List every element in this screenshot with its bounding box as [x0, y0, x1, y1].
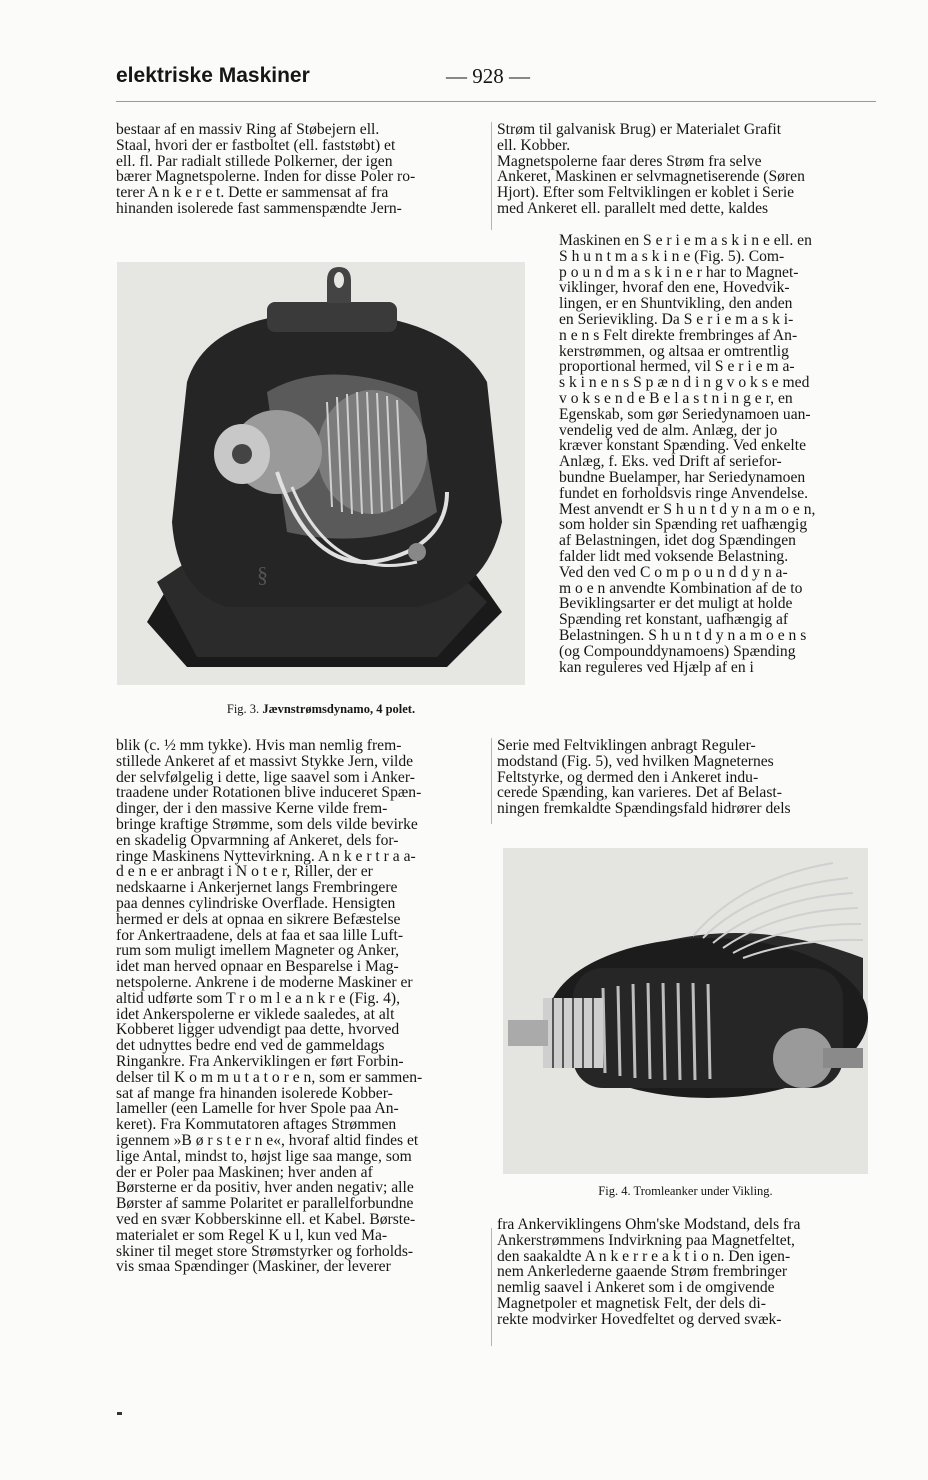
left-lower-paragraph: blik (c. ½ mm tykke). Hvis man nemlig frem- stillede Ankeret af et massivt Stykke Jern, vilde der selvfølgelig i dette, lige saavel som i Anker- traadene under Rotationen blive induceret Spæn- dinger, der i den massive Kerne vilde frem- bringe kraftige Strømme, som dels vilde bevirke en skadelig Opvarmning af Ankeret, dels for- ringe Maskinens Nyttevirkning. A n k e r t r a a- d e n e er anbragt i N o t e r, Riller, der er nedskaarne i Ankerjernet langs Frembringere paa dennes cylindriske Overflade. Hensigten hermed er dels at opnaa en sikrere Befæstelse for Ankertraadene, dels at faa et saa lille Luft- rum som muligt imellem Magneter og Anker, idet man herved opnaar en Besparelse i Mag- netspolerne. Ankrene i de moderne Maskiner er altid udførte som T r o m l e a n k r e (Fig. 4), idet Ankerspolerne er viklede saaledes, at alt Kobberet ligger udvendigt paa dette, hvorved det udnyttes bedre end ved de gammeldags Ringankre. Fra Ankerviklingen er ført Forbin- delser til K o m m u t a t o r e n, som er sammen- sat af mange fra hinanden isolerede Kobber- lameller (een Lamelle for hver Spole paa An- keret). Fra Kommutatoren aftages Strømmen igennem »B ø r s t e r n e«, hvoraf altid findes et lige Antal, mindst to, højst lige saa mange, som der er Poler paa Maskinen; hver anden af Børsterne er da positiv, hver anden negativ; alle Børster af samme Polaritet er parallelforbundne ved en svær Kobberskinne ell. et Kabel. Børste- materialet er som Regel K u l, kun ved Ma- skiner til meget store Strømstyrker og forholds- vis smaa Spændinger (Maskiner, der leverer [116, 737, 423, 1276]
figure-3-caption [117, 702, 525, 717]
right-bottom-paragraph: Serie med Feltviklingen anbragt Reguler- modstand (Fig. 5), ved hvilken Magneternes Feltstyrke, og dermed den i Ankeret indu- cerede Spænding, kan varieres. Det af Belast- ningen fremkaldte Spændingsfald hidrører dels [497, 737, 791, 818]
figure-3-title: Jævnstrømsdynamo, 4 polet. [262, 702, 416, 716]
figure-3-photo [117, 262, 525, 685]
column-divider-bottom [491, 1228, 492, 1346]
left-top-paragraph: bestaar af en massiv Ring af Støbejern ell. Staal, hvori der er fastboltet (ell. faststøbt) et ell. fl. Par radialt stillede Polkerner, der igen bærer Magnetspolerne. Inden for disse Poler ro- terer A n k e r e t. Dette er sammensat af fra hinanden isolerede fast sammenspændte Jern- [116, 121, 416, 217]
running-header [116, 64, 876, 94]
figure-4-title: Tromleanker under Vikling. [633, 1184, 773, 1198]
page-number: — 928 — [446, 64, 530, 88]
figure-3-label: Fig. 3. [226, 702, 260, 716]
right-final-paragraph: fra Ankerviklingens Ohm'ske Modstand, dels fra Ankerstrømmens Indvirkning paa Magnetfeltet, den saakaldte A n k e r r e a k t i o n. Den igen- nem Ankerlederne gaaende Strøm frembringer nemlig saavel i Ankeret som i de omgivende Magnetpoler et magnetisk Felt, der dels di- rekte modvirker Hovedfeltet og derved svæk- [497, 1216, 801, 1328]
figure-4-caption [503, 1184, 868, 1199]
section-title: elektriske Maskiner [116, 64, 310, 87]
header-rule [116, 101, 876, 102]
right-top-paragraph: Strøm til galvanisk Brug) er Materialet Grafit ell. Kobber. Magnetspolerne faar deres Strøm fra selve Ankeret, Maskinen er selvmagnetiserende (Søren Hjort). Efter som Feltviklingen er koblet i Serie med Ankeret ell. parallelt med dette, kaldes [497, 121, 805, 217]
right-narrow-paragraph: Maskinen en S e r i e m a s k i n e ell. en S h u n t m a s k i n e (Fig. 5). Com- p o u n d m a s k i n e r har to Magnet- viklinger, hvoraf den ene, Hovedvik- lingen, er en Shuntvikling, den anden en Serievikling. Da S e r i e m a s k i- n e n s Felt direkte frembringes af An- kerstrømmen, og altsaa er omtrentlig proportional hermed, vil S e r i e m a- s k i n e n s S p æ n d i n g v o k s e med v o k s e n d e B e l a s t n i n g e r, en Egenskab, som gør Seriedynamoen uan- vendelig ved de alm. Anlæg, der jo kræver konstant Spænding. Ved enkelte Anlæg, f. Eks. ved Drift af seriefor- bundne Buelamper, har Seriedynamoen fundet en forholdsvis ringe Anvendelse. Mest anvendt er S h u n t d y n a m o e n, som holder sin Spænding ret uafhængig af Belastningen, idet dog Spændingen falder lidt med voksende Belastning. Ved den ved C o m p o u n d d y n a- m o e n anvendte Kombination af de to Beviklingsarter er det muligt at holde Spænding ret konstant, uafhængig af Belastningen. S h u n t d y n a m o e n s (og Compounddynamoens) Spænding kan reguleres ved Hjælp af en i [559, 232, 816, 676]
figure-4-label: Fig. 4. [598, 1184, 631, 1198]
column-divider-top [491, 122, 492, 230]
column-divider-middle [491, 738, 492, 824]
print-mark [117, 1412, 122, 1415]
dynamo-illustration [117, 262, 525, 685]
drum-armature-illustration [503, 848, 868, 1174]
svg-text:§: § [257, 562, 268, 587]
figure-4-photo [503, 848, 868, 1174]
